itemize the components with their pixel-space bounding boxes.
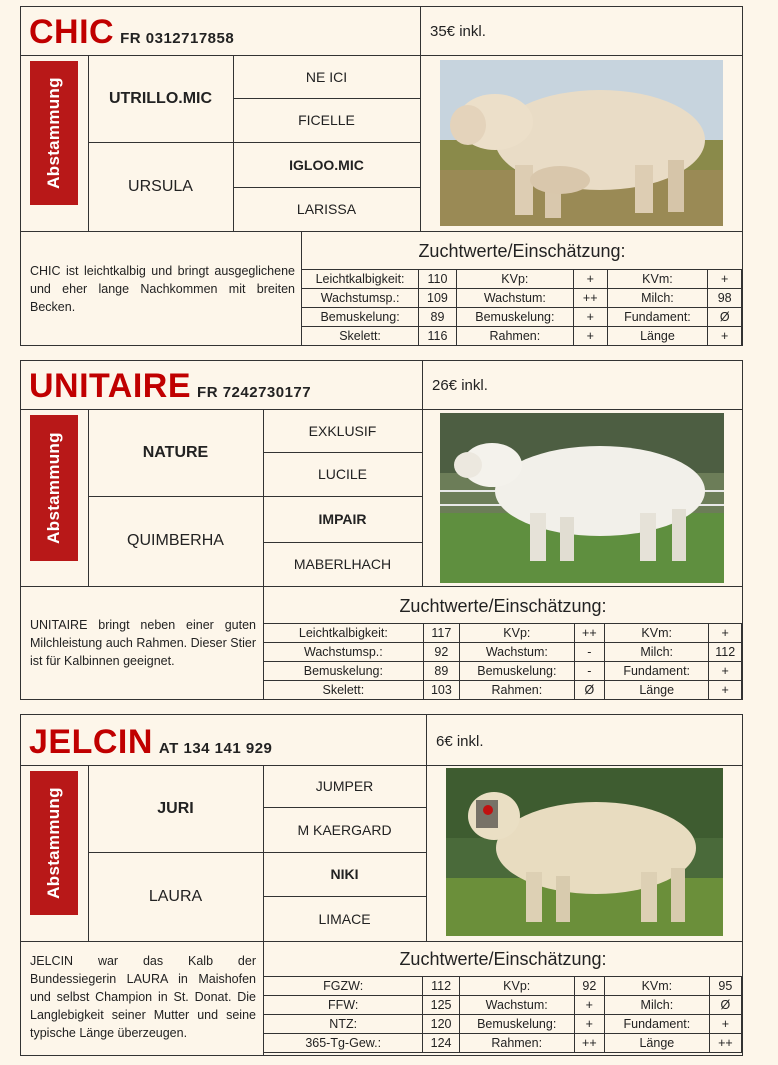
abstammung-label: Abstammung bbox=[30, 771, 78, 915]
description: CHIC ist leichtkalbig und bringt ausgeglichene und eher lange Nachkommen mit breiten Becken. bbox=[30, 264, 295, 314]
table-row: FFW: 125 Wachstum: + Milch: Ø bbox=[264, 996, 742, 1015]
bull-name: CHIC FR 0312717858 bbox=[29, 13, 235, 51]
table-row: Wachstumsp.: 109 Wachstum: ++ Milch: 98 bbox=[302, 289, 742, 308]
table-row: Leichtkalbigkeit: 117 KVp: ++ KVm: + bbox=[264, 624, 742, 643]
description: UNITAIRE bringt neben einer guten Milchleistung auch Rahmen. Dieser Stier ist für Kalbinnen geeignet. bbox=[30, 618, 256, 668]
dam-sire-name: IMPAIR bbox=[318, 511, 367, 527]
zuchtwerte-table bbox=[263, 623, 742, 700]
bull-photo bbox=[440, 60, 723, 226]
description: JELCIN war das Kalb der Bundessiegerin LAURA in Maishofen und selbst Champion in St. Donat. Die Langlebigkeit seiner Mutter und seine typische Länge überzeugen. bbox=[30, 954, 256, 1040]
table-row: Skelett: 116 Rahmen: + Länge + bbox=[302, 327, 742, 346]
dam-name: URSULA bbox=[128, 177, 193, 195]
sire-dam-name: LUCILE bbox=[317, 466, 368, 482]
bull-card-jelcin bbox=[20, 714, 743, 1056]
bull-photo bbox=[440, 413, 724, 583]
bull-name: UNITAIRE FR 7242730177 bbox=[29, 367, 312, 405]
sire-sire-name: EXKLUSIF bbox=[308, 422, 377, 439]
sire-name: UTRILLO.MIC bbox=[108, 89, 213, 107]
table-row: 365-Tg-Gew.: 124 Rahmen: ++ Länge ++ bbox=[264, 1034, 742, 1053]
table-row: Bemuskelung: 89 Bemuskelung: - Fundament: + bbox=[264, 662, 742, 681]
zuchtwerte-title: Zuchtwerte/Einschätzung: bbox=[418, 241, 626, 261]
table-row: FGZW: 112 KVp: 92 KVm: 95 bbox=[264, 977, 742, 996]
table-row: Skelett: 103 Rahmen: Ø Länge + bbox=[264, 681, 742, 700]
dam-name: QUIMBERHA bbox=[127, 532, 224, 549]
sire-dam-name: FICELLE bbox=[298, 112, 355, 128]
price: 26€ inkl. bbox=[432, 377, 488, 394]
zuchtwerte-table bbox=[263, 976, 742, 1053]
table-row: Wachstumsp.: 92 Wachstum: - Milch: 112 bbox=[264, 643, 742, 662]
dam-dam-name: LARISSA bbox=[296, 201, 357, 217]
bull-name: JELCIN AT 134 141 929 bbox=[29, 723, 273, 761]
table-row: Leichtkalbigkeit: 110 KVp: + KVm: + bbox=[302, 270, 742, 289]
abstammung-label: Abstammung bbox=[30, 415, 78, 561]
dam-name: LAURA bbox=[148, 887, 203, 905]
sire-sire-name: NE ICI bbox=[305, 68, 348, 85]
bull-photo bbox=[446, 768, 723, 936]
bull-card-unitaire bbox=[20, 360, 743, 700]
zuchtwerte-title: Zuchtwerte/Einschätzung: bbox=[399, 949, 607, 969]
price: 35€ inkl. bbox=[430, 23, 486, 40]
bull-card-chic bbox=[20, 6, 743, 346]
sire-name: NATURE bbox=[142, 443, 209, 461]
registration-number: AT 134 141 929 bbox=[158, 740, 273, 757]
zuchtwerte-title: Zuchtwerte/Einschätzung: bbox=[399, 596, 607, 616]
dam-sire-name: NIKI bbox=[330, 866, 359, 882]
dam-dam-name: MABERLHACH bbox=[293, 556, 392, 572]
price: 6€ inkl. bbox=[436, 733, 484, 750]
dam-sire-name: IGLOO.MIC bbox=[289, 156, 364, 173]
table-row: Bemuskelung: 89 Bemuskelung: + Fundament: Ø bbox=[302, 308, 742, 327]
registration-number: FR 0312717858 bbox=[120, 30, 235, 47]
table-row: NTZ: 120 Bemuskelung: + Fundament: + bbox=[264, 1015, 742, 1034]
registration-number: FR 7242730177 bbox=[197, 384, 312, 401]
abstammung-label: Abstammung bbox=[30, 61, 78, 205]
sire-dam-name: M KAERGARD bbox=[297, 821, 392, 838]
zuchtwerte-table bbox=[301, 269, 742, 346]
dam-dam-name: LIMACE bbox=[318, 910, 371, 927]
sire-sire-name: JUMPER bbox=[315, 778, 374, 794]
sire-name: JURI bbox=[157, 799, 194, 817]
